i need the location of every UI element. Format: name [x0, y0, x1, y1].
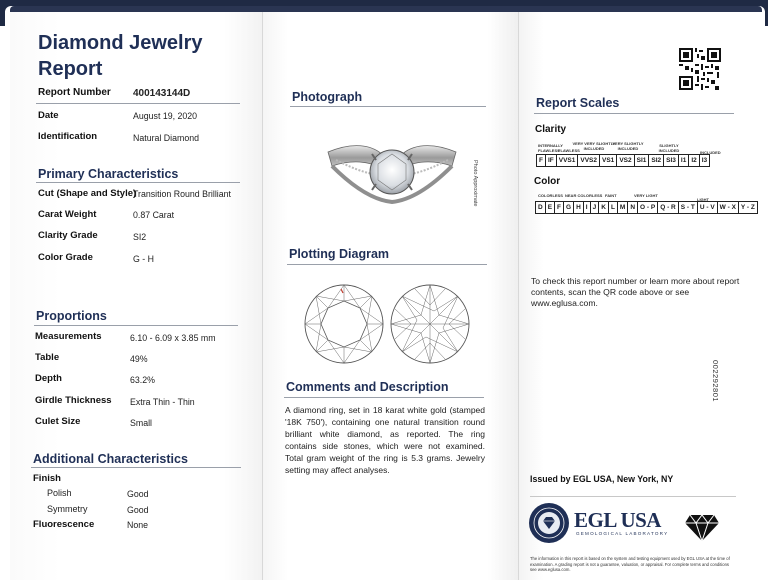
culet-value: Small [130, 418, 152, 428]
color-grade: M [618, 202, 628, 213]
egl-brand: EGL USA [574, 508, 661, 532]
clarity-group-label: INCLUDED [700, 150, 721, 155]
diamond-icon [684, 514, 720, 542]
color-scale [535, 201, 758, 214]
polish-value: Good [127, 489, 149, 499]
color-grade: S - T [679, 202, 698, 213]
color-group-label: FAINT [605, 193, 617, 198]
scales-heading: Report Scales [536, 96, 620, 110]
culet-label: Culet Size [35, 416, 81, 427]
table-value: 49% [130, 354, 148, 364]
clarity-grade: VS1 [600, 155, 617, 166]
color-grade: F [555, 202, 564, 213]
identification-value: Natural Diamond [133, 133, 200, 143]
color-grade: I [584, 202, 591, 213]
plotting-heading: Plotting Diagram [289, 247, 390, 261]
color-group-label: COLORLESS [538, 193, 563, 198]
clarity-grade: VS2 [617, 155, 634, 166]
color-grade: O - P [638, 202, 658, 213]
clarity-scale [536, 154, 710, 167]
clarity-grade: I1 [679, 155, 689, 166]
verify-text: To check this report number or learn more about report contents, scan the QR code above or see www.eglusa.com. [531, 276, 740, 308]
table-label: Table [35, 352, 60, 363]
polish-label: Polish [47, 488, 72, 498]
color-group-label: VERY LIGHT [634, 193, 658, 198]
divider [36, 182, 240, 183]
date-value: August 19, 2020 [133, 111, 198, 121]
report-title [38, 30, 203, 82]
divider [287, 264, 487, 265]
clarity-grade: I3 [701, 157, 708, 164]
ring-photo [322, 130, 462, 210]
proportions-heading: Proportions [36, 309, 107, 323]
fluorescence-value: None [127, 520, 149, 530]
date-label: Date [38, 110, 59, 121]
color-grade: E [546, 202, 555, 213]
depth-label: Depth [35, 373, 62, 384]
clarity-group-label: INTERNALLY FLAWLESS [538, 143, 563, 153]
report-number: 400143144D [133, 88, 191, 99]
photograph-heading: Photograph [292, 90, 363, 104]
color-grade: U - V [698, 202, 718, 213]
clarity-scale-heading: Clarity [535, 124, 567, 135]
color-grade: J [591, 202, 600, 213]
divider [31, 467, 241, 468]
color-grade: W - X [718, 202, 739, 213]
clarity-grade: VVS2 [578, 155, 600, 166]
clarity-label: Clarity Grade [38, 230, 98, 241]
depth-value: 63.2% [130, 375, 155, 385]
finish-label: Finish [33, 473, 61, 484]
cut-label: Cut (Shape and Style) [38, 188, 137, 199]
fold-line [262, 12, 263, 580]
symmetry-label: Symmetry [47, 504, 88, 514]
additional-heading: Additional Characteristics [33, 452, 188, 466]
fluorescence-label: Fluorescence [33, 519, 95, 530]
divider [534, 113, 734, 114]
color-grade: K [599, 202, 609, 213]
comments-heading: Comments and Description [286, 380, 449, 394]
issued-by: Issued by EGL USA, New York, NY [530, 474, 674, 484]
fold-line [518, 12, 519, 580]
divider [530, 496, 736, 497]
girdle-value: Extra Thin - Thin [130, 397, 195, 407]
color-grade: Q - R [658, 202, 679, 213]
clarity-grade: VVS1 [557, 155, 579, 166]
clarity-grade: SI2 [649, 155, 664, 166]
divider [284, 397, 484, 398]
egl-seal-logo [528, 502, 570, 544]
report-title-line-2: Report [38, 58, 103, 80]
photo-approximate-note: Photo Approximate [472, 160, 478, 207]
divider [34, 325, 238, 326]
color-scale-heading: Color [534, 176, 561, 187]
carat-label: Carat Weight [38, 209, 97, 220]
plot-pavilion-diagram [389, 283, 471, 365]
cut-value: Transition Round Brilliant [133, 189, 231, 199]
clarity-group-label: SLIGHTLY INCLUDED [658, 143, 680, 153]
clarity-value: SI2 [133, 232, 147, 242]
measurements-label: Measurements [35, 331, 102, 342]
color-grade: N [628, 202, 638, 213]
comments-text: A diamond ring, set in 18 karat white gold (stamped '18K 750'), containing one natural transition round brilliant white diamond, as reported. The ring contains side stones, which were not examined. Total gram weight of the ring is 5.3 grams. Jewelry setting may affect analyses. [285, 405, 485, 475]
divider [36, 103, 240, 104]
color-group-label: LIGHT [697, 197, 709, 202]
divider [290, 106, 486, 107]
clarity-group-label: VERY SLIGHTLY INCLUDED [612, 141, 644, 151]
report-number-label: Report Number [38, 87, 111, 98]
identification-label: Identification [38, 131, 98, 142]
color-group-label: NEAR COLORLESS [565, 193, 603, 198]
carat-value: 0.87 Carat [133, 210, 175, 220]
clarity-grade: F [537, 155, 546, 166]
serial-number: 002292801 [711, 360, 720, 403]
color-label: Color Grade [38, 252, 93, 263]
report-title-line-1: Diamond Jewelry [38, 32, 203, 54]
girdle-label: Girdle Thickness [35, 395, 112, 406]
plot-crown-diagram [303, 283, 385, 365]
symmetry-value: Good [127, 505, 149, 515]
measurements-value: 6.10 - 6.09 x 3.85 mm [130, 333, 216, 343]
color-grade: Y - Z [740, 204, 755, 211]
color-grade: H [574, 202, 584, 213]
clarity-grade: IF [546, 155, 557, 166]
primary-heading: Primary Characteristics [38, 167, 179, 181]
clarity-grade: SI3 [664, 155, 679, 166]
clarity-group-label: VERY VERY SLIGHTLY INCLUDED [572, 141, 616, 151]
clarity-group-label: FLAWLESS [558, 148, 580, 153]
qr-code [679, 48, 721, 90]
disclaimer: The information in this report is based on the system and testing equipment used by EGL USA at the time of examination. A grading report is not a guarantee, valuation, or appraisal. For complete terms and conditions see www.eglusa.com. [530, 556, 730, 572]
color-value: G - H [133, 254, 155, 264]
clarity-grade: SI1 [635, 155, 650, 166]
clarity-grade: I2 [689, 155, 699, 166]
color-grade: G [564, 202, 574, 213]
color-grade: L [609, 202, 618, 213]
egl-brand-sub: GEMOLOGICAL LABORATORY [576, 531, 669, 536]
color-grade: D [536, 202, 546, 213]
